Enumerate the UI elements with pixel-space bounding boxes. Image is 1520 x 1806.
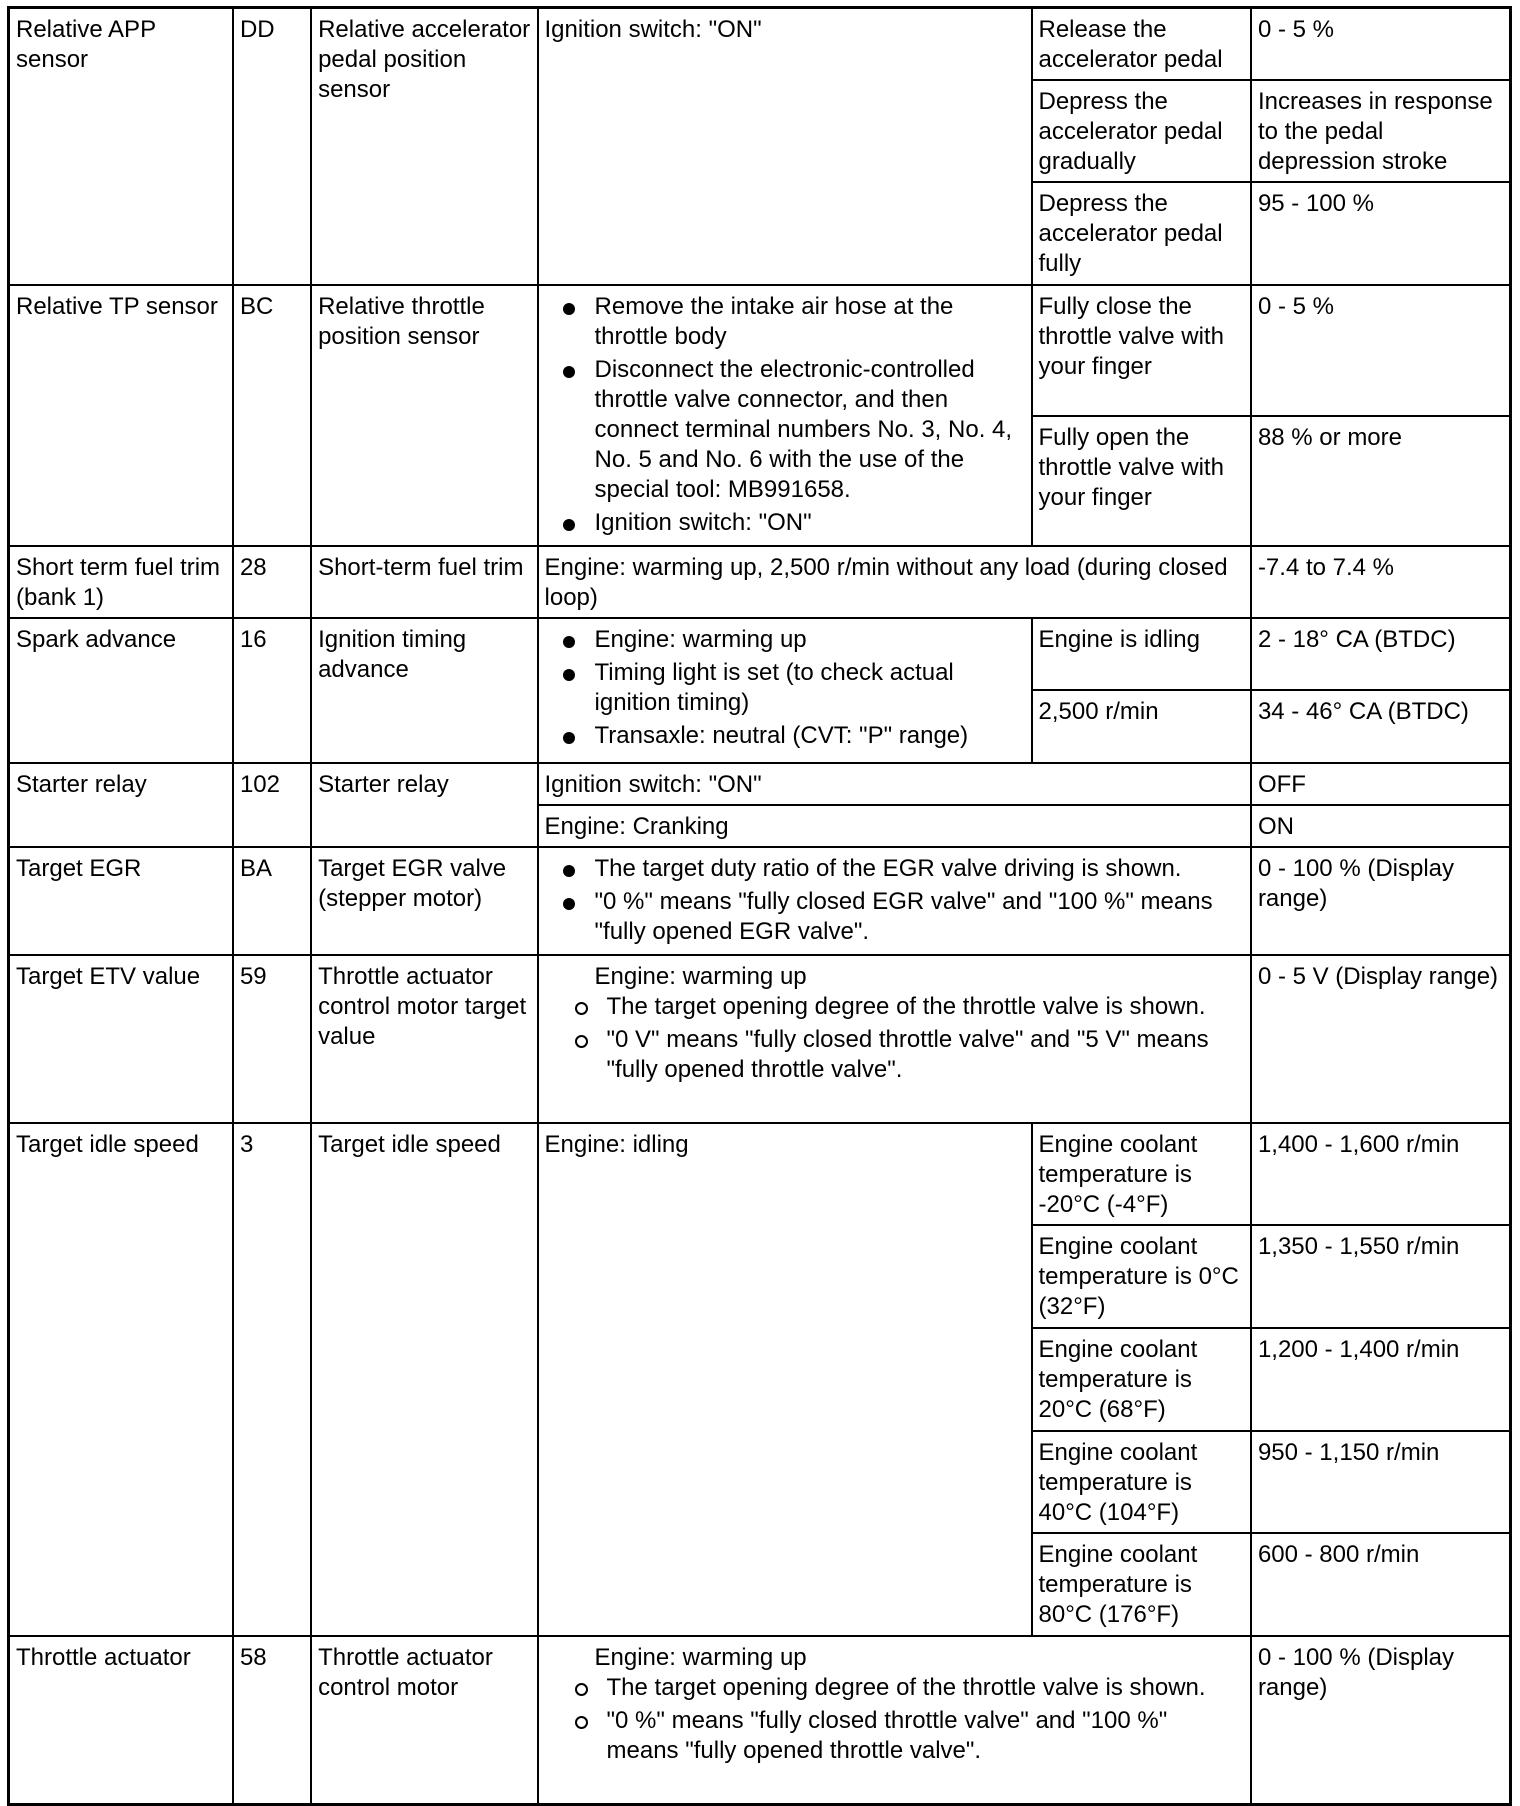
requirement: Engine coolant temperature is 80°C (176°F) — [1032, 1533, 1251, 1636]
requirement: Fully close the throttle valve with your finger — [1032, 285, 1251, 416]
item-no: BC — [233, 285, 311, 546]
condition-heading: Engine: warming up — [594, 963, 807, 990]
normal-value: 0 - 100 % (Display range) — [1251, 1636, 1511, 1804]
check-condition — [538, 285, 1032, 546]
item-name: Throttle actuator — [9, 1636, 233, 1804]
item-name: Starter relay — [9, 763, 233, 847]
item-name: Target idle speed — [9, 1123, 233, 1636]
service-data-table — [7, 6, 1512, 1806]
requirement: Engine is idling — [1032, 618, 1251, 690]
normal-value: 34 - 46° CA (BTDC) — [1251, 690, 1511, 763]
check-condition — [538, 847, 1251, 955]
normal-value: 0 - 5 % — [1251, 8, 1511, 81]
requirement: Engine coolant temperature is 20°C (68°F) — [1032, 1328, 1251, 1431]
bullet-item: Disconnect the electronic-controlled throttle valve connector, and then connect terminal numbers No. 3, No. 4, No. 5 and No. 6 with the use of the special tool: MB991658. — [545, 355, 1025, 505]
normal-value: OFF — [1251, 763, 1511, 805]
normal-value: -7.4 to 7.4 % — [1251, 546, 1511, 618]
normal-value: 0 - 100 % (Display range) — [1251, 847, 1511, 955]
check-condition: Engine: warming up, 2,500 r/min without any load (during closed loop) — [538, 546, 1251, 618]
circle-item: "0 %" means "fully closed throttle valve" and "100 %" means "fully opened throttle valve". — [557, 1706, 1244, 1766]
requirement: Engine coolant temperature is 40°C (104°F) — [1032, 1431, 1251, 1533]
check-condition — [538, 955, 1251, 1123]
requirement: Engine coolant temperature is -20°C (-4°F) — [1032, 1123, 1251, 1225]
normal-value: 2 - 18° CA (BTDC) — [1251, 618, 1511, 690]
table-row — [9, 955, 1511, 1123]
normal-value: ON — [1251, 805, 1511, 847]
item-name: Target ETV value — [9, 955, 233, 1123]
check-condition — [538, 1636, 1251, 1804]
item-description: Relative accelerator pedal position sensor — [311, 8, 537, 286]
bullet-item: Transaxle: neutral (CVT: "P" range) — [545, 721, 1025, 751]
normal-value: 600 - 800 r/min — [1251, 1533, 1511, 1636]
bullet-item: The target duty ratio of the EGR valve driving is shown. — [545, 854, 1244, 884]
item-no: 16 — [233, 618, 311, 763]
item-description: Short-term fuel trim — [311, 546, 537, 618]
normal-value: Increases in response to the pedal depression stroke — [1251, 80, 1511, 182]
item-description: Ignition timing advance — [311, 618, 537, 763]
normal-value: 1,350 - 1,550 r/min — [1251, 1225, 1511, 1328]
bullet-item: Remove the intake air hose at the throttle body — [545, 292, 1025, 352]
check-condition — [538, 618, 1032, 763]
table-row — [9, 285, 1511, 416]
item-no: 28 — [233, 546, 311, 618]
requirement: Fully open the throttle valve with your finger — [1032, 416, 1251, 547]
item-name: Relative TP sensor — [9, 285, 233, 546]
item-no: 3 — [233, 1123, 311, 1636]
bullet-item: Engine: warming up — [545, 625, 1025, 655]
table-row — [9, 8, 1511, 81]
condition-heading: Engine: warming up — [594, 1644, 807, 1671]
requirement: Engine coolant temperature is 0°C (32°F) — [1032, 1225, 1251, 1328]
circle-item: The target opening degree of the throttle valve is shown. — [557, 1673, 1244, 1703]
check-condition: Engine: idling — [538, 1123, 1032, 1636]
item-name: Target EGR — [9, 847, 233, 955]
bullet-item: Timing light is set (to check actual ignition timing) — [545, 658, 1025, 718]
normal-value: 1,200 - 1,400 r/min — [1251, 1328, 1511, 1431]
table-row — [9, 847, 1511, 955]
item-description: Throttle actuator control motor — [311, 1636, 537, 1804]
item-no: 59 — [233, 955, 311, 1123]
normal-value: 95 - 100 % — [1251, 182, 1511, 285]
requirement: Depress the accelerator pedal fully — [1032, 182, 1251, 285]
item-description: Target idle speed — [311, 1123, 537, 1636]
requirement: Depress the accelerator pedal gradually — [1032, 80, 1251, 182]
table-row — [9, 763, 1511, 805]
item-name: Short term fuel trim (bank 1) — [9, 546, 233, 618]
circle-item: The target opening degree of the throttle valve is shown. — [557, 992, 1244, 1022]
table-row — [9, 546, 1511, 618]
item-no: 58 — [233, 1636, 311, 1804]
requirement: 2,500 r/min — [1032, 690, 1251, 763]
normal-value: 1,400 - 1,600 r/min — [1251, 1123, 1511, 1225]
item-no: 102 — [233, 763, 311, 847]
normal-value: 0 - 5 % — [1251, 285, 1511, 416]
circle-item: "0 V" means "fully closed throttle valve" and "5 V" means "fully opened throttle valve". — [557, 1025, 1244, 1085]
item-description: Starter relay — [311, 763, 537, 847]
bullet-item: "0 %" means "fully closed EGR valve" and "100 %" means "fully opened EGR valve". — [545, 887, 1244, 947]
normal-value: 950 - 1,150 r/min — [1251, 1431, 1511, 1533]
table-row — [9, 1636, 1511, 1804]
item-no: DD — [233, 8, 311, 286]
item-description: Relative throttle position sensor — [311, 285, 537, 546]
table-row — [9, 618, 1511, 690]
item-name: Spark advance — [9, 618, 233, 763]
item-description: Throttle actuator control motor target value — [311, 955, 537, 1123]
item-description: Target EGR valve (stepper motor) — [311, 847, 537, 955]
check-condition: Ignition switch: "ON" — [538, 8, 1032, 286]
normal-value: 88 % or more — [1251, 416, 1511, 547]
check-condition: Ignition switch: "ON" — [538, 763, 1251, 805]
requirement: Release the accelerator pedal — [1032, 8, 1251, 81]
check-condition: Engine: Cranking — [538, 805, 1251, 847]
item-no: BA — [233, 847, 311, 955]
table-row — [9, 1123, 1511, 1225]
normal-value: 0 - 5 V (Display range) — [1251, 955, 1511, 1123]
item-name: Relative APP sensor — [9, 8, 233, 286]
bullet-item: Ignition switch: "ON" — [545, 508, 1025, 538]
